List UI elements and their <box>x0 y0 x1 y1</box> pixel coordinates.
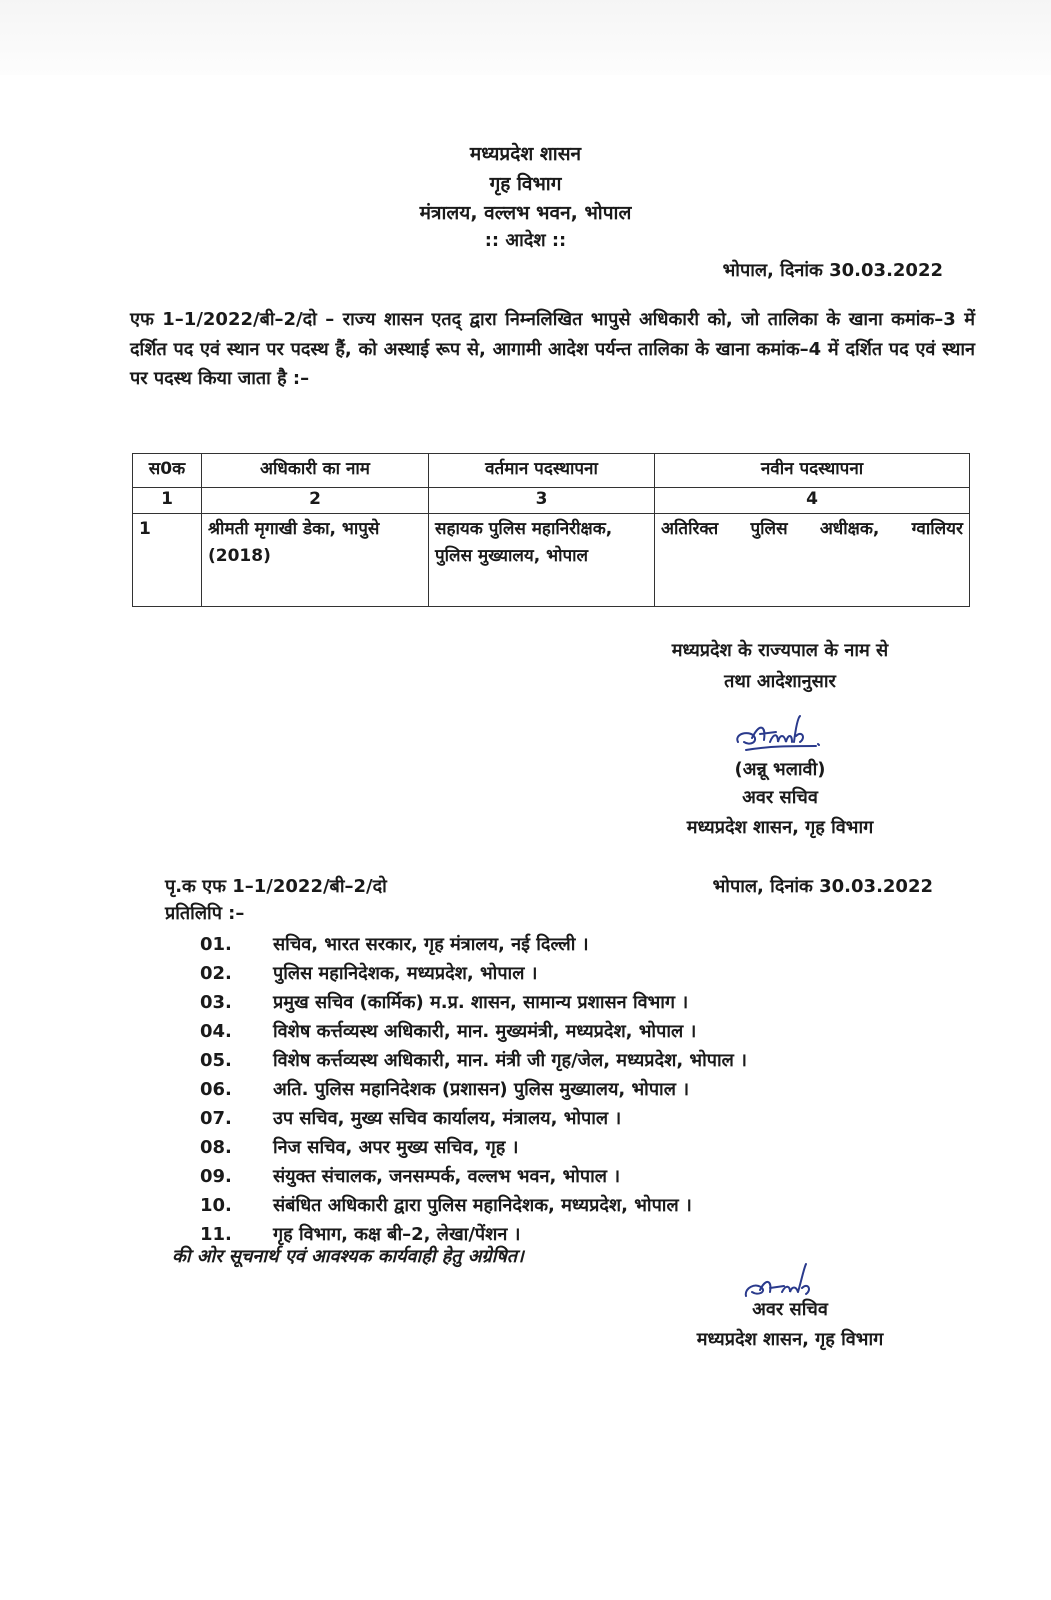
table-row <box>133 514 970 607</box>
signatory-department: मध्यप्रदेश शासन, गृह विभाग <box>686 817 874 838</box>
header-government: मध्यप्रदेश शासन <box>469 143 582 165</box>
list-item <box>200 1104 747 1133</box>
column-number: 3 <box>429 487 655 514</box>
signatory-designation: अवर सचिव <box>742 787 818 808</box>
header-address: मंत्रालय, वल्लभ भवन, भोपाल <box>419 202 632 224</box>
table-header-row <box>133 454 970 488</box>
list-item-number: 04. <box>200 1021 232 1042</box>
list-item <box>200 1075 747 1104</box>
list-item <box>200 988 747 1017</box>
copy-date: भोपाल, दिनांक 30.03.2022 <box>712 876 933 897</box>
copy-signatory-department: मध्यप्रदेश शासन, गृह विभाग <box>696 1329 884 1350</box>
signatory-authority-line: मध्यप्रदेश के राज्यपाल के नाम से <box>671 640 889 661</box>
copy-to-label: प्रतिलिपि :– <box>165 903 245 924</box>
list-item-number: 11. <box>200 1224 232 1245</box>
list-item-number: 10. <box>200 1195 232 1216</box>
signatory-order-line: तथा आदेशानुसार <box>724 671 836 692</box>
list-item-text: सचिव, भारत सरकार, गृह मंत्रालय, नई दिल्ली । <box>273 934 589 955</box>
list-item <box>200 1133 747 1162</box>
new-posting-cell: अतिरिक्त पुलिस अधीक्षक, ग्वालियर <box>655 514 970 607</box>
list-item-number: 09. <box>200 1166 232 1187</box>
officer-name-cell: श्रीमती मृगाखी डेका, भापुसे (2018) <box>202 514 429 607</box>
list-item-number: 07. <box>200 1108 232 1129</box>
table-header-cell: स0क <box>133 454 202 488</box>
posting-table <box>132 453 970 607</box>
copy-recipient-list <box>200 930 747 1249</box>
list-item-text: निज सचिव, अपर मुख्य सचिव, गृह । <box>273 1137 519 1158</box>
list-item-text: अति. पुलिस महानिदेशक (प्रशासन) पुलिस मुख्यालय, भोपाल । <box>273 1079 690 1100</box>
list-item-number: 01. <box>200 934 232 955</box>
list-item-text: विशेष कर्त्तव्यस्थ अधिकारी, मान. मुख्यमंत्री, मध्यप्रदेश, भोपाल । <box>273 1021 697 1042</box>
list-item <box>200 959 747 988</box>
list-item-text: विशेष कर्त्तव्यस्थ अधिकारी, मान. मंत्री जी गृह/जेल, मध्यप्रदेश, भोपाल । <box>273 1050 747 1071</box>
signature-image <box>730 712 830 757</box>
list-item <box>200 1017 747 1046</box>
list-item-text: प्रमुख सचिव (कार्मिक) म.प्र. शासन, सामान्य प्रशासन विभाग । <box>273 992 689 1013</box>
column-number: 4 <box>655 487 970 514</box>
order-date: भोपाल, दिनांक 30.03.2022 <box>722 260 943 281</box>
column-number: 2 <box>202 487 429 514</box>
table-column-number-row <box>133 487 970 514</box>
list-item-text: उप सचिव, मुख्य सचिव कार्यालय, मंत्रालय, भोपाल । <box>273 1108 622 1129</box>
column-number: 1 <box>133 487 202 514</box>
list-item <box>200 930 747 959</box>
list-item-text: पुलिस महानिदेशक, मध्यप्रदेश, भोपाल । <box>273 963 538 984</box>
list-item-text: संबंधित अधिकारी द्वारा पुलिस महानिदेशक, मध्यप्रदेश, भोपाल । <box>273 1195 692 1216</box>
list-item-number: 06. <box>200 1079 232 1100</box>
list-item <box>200 1162 747 1191</box>
copy-signatory-designation: अवर सचिव <box>752 1299 828 1320</box>
top-shadow-band <box>0 0 1051 75</box>
table-header-cell: वर्तमान पदस्थापना <box>429 454 655 488</box>
list-item-number: 05. <box>200 1050 232 1071</box>
list-item-text: संयुक्त संचालक, जनसम्पर्क, वल्लभ भवन, भोपाल । <box>273 1166 621 1187</box>
list-item-number: 03. <box>200 992 232 1013</box>
copy-reference-number: पृ.क एफ 1–1/2022/बी–2/दो <box>165 876 387 897</box>
current-posting-cell: सहायक पुलिस महानिरीक्षक, पुलिस मुख्यालय, भोपाल <box>429 514 655 607</box>
table-header-cell: अधिकारी का नाम <box>202 454 429 488</box>
list-item-text: गृह विभाग, कक्ष बी–2, लेखा/पेंशन । <box>273 1224 521 1245</box>
header-department: गृह विभाग <box>489 173 562 195</box>
closing-forwarding-note: की ओर सूचनार्थ एवं आवश्यक कार्यवाही हेतु अग्रेषित। <box>172 1246 524 1267</box>
signatory-name: (अन्नू भलावी) <box>734 759 826 780</box>
header-order-title: :: आदेश :: <box>484 230 567 251</box>
order-paragraph: एफ 1–1/2022/बी–2/दो – राज्य शासन एतद् द्वारा निम्नलिखित भापुसे अधिकारी को, जो तालिका के खाना कमांक–3 में दर्शित पद एवं स्थान पर पदस्थ हैं, को अस्थाई रूप से, आगामी आदेश पर्यन्त तालिका के खाना कमांक–4 में दर्शित पद एवं स्थान पर पदस्थ किया जाता है :– <box>130 309 975 389</box>
list-item-number: 08. <box>200 1137 232 1158</box>
list-item <box>200 1191 747 1220</box>
list-item-number: 02. <box>200 963 232 984</box>
serial-number-cell: 1 <box>133 514 202 607</box>
list-item <box>200 1046 747 1075</box>
table-header-cell: नवीन पदस्थापना <box>655 454 970 488</box>
